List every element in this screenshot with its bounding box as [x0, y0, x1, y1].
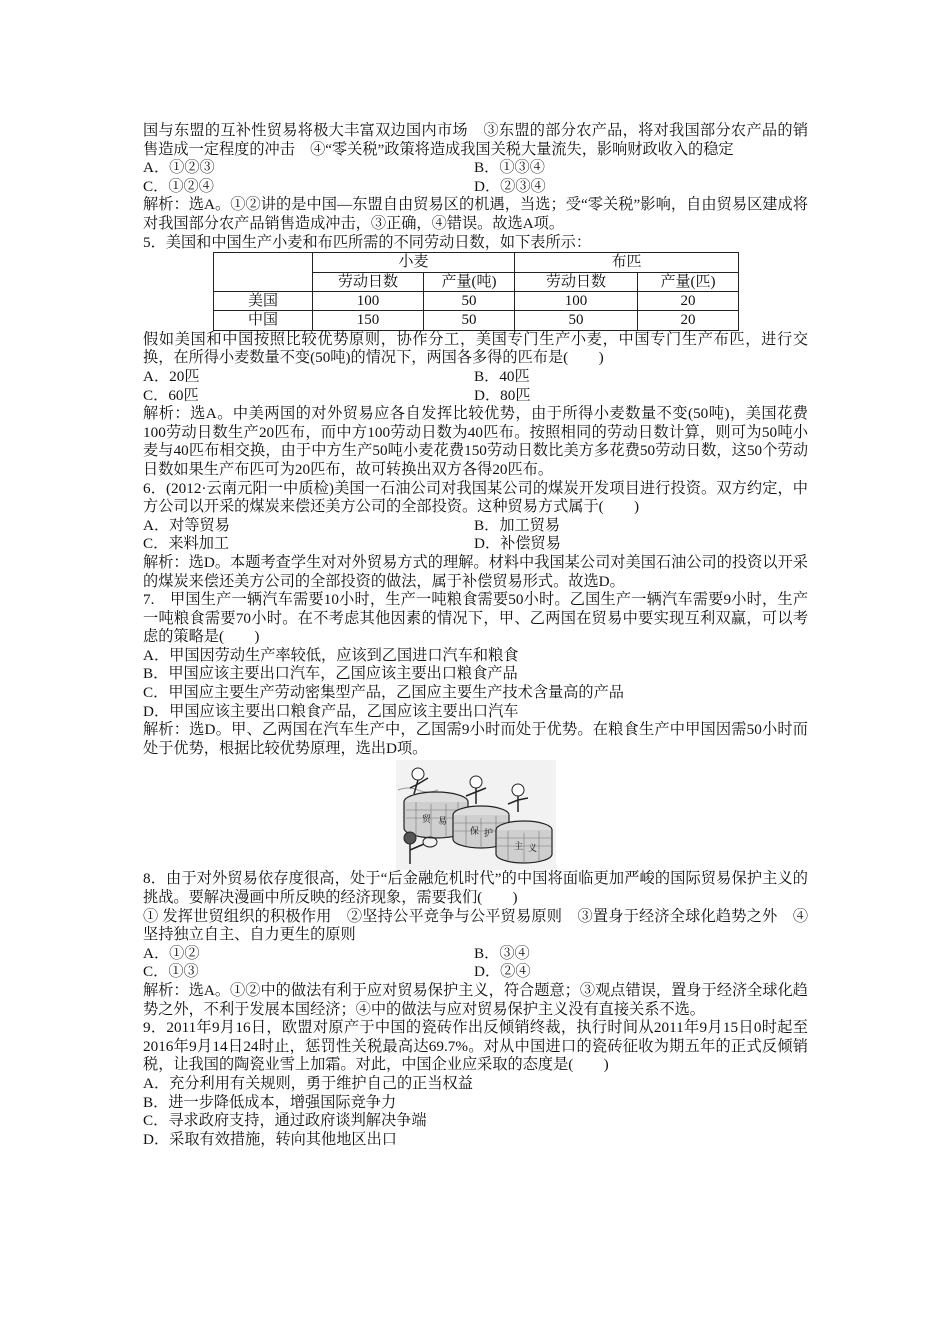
figure-head	[470, 776, 482, 788]
q9-option-d: D．采取有效措施，转向其他地区出口	[143, 1130, 397, 1148]
table-cell: 50	[424, 291, 515, 310]
q8-option-c: C．①③	[143, 963, 199, 981]
table-cell: 20	[638, 311, 739, 330]
q5-stem: 5．美国和中国生产小麦和布匹所需的不同劳动日数，如下表所示：	[143, 233, 592, 251]
q9-option-a: A．充分利用有关规则，勇于维护自己的正当权益	[143, 1074, 473, 1092]
table-subheader-wheat-output: 产量(吨)	[424, 272, 515, 291]
table-subheader-cloth-output: 产量(匹)	[638, 272, 739, 291]
q5-option-b: B．40匹	[474, 367, 530, 385]
cartoon-label-char: 贸	[421, 815, 431, 826]
table-header-cloth: 布匹	[515, 253, 739, 272]
q4-options-row-2	[143, 178, 808, 197]
table-cell-country: 美国	[214, 291, 313, 310]
table-subheader-cloth-days: 劳动日数	[515, 272, 638, 291]
table-cell: 100	[515, 291, 638, 310]
cartoon-label-char: 义	[527, 844, 537, 855]
q5-question: 假如美国和中国按照比较优势原则，协作分工，美国专门生产小麦，中国专门生产布匹，进行交换，在所得小麦数量不变(50吨)的情况下，两国各多得的匹布是( )	[143, 330, 808, 367]
q8-option-d: D．②④	[474, 963, 531, 981]
q7-option-a: A．甲国因劳动生产率较低，应该到乙国进口汽车和粮食	[143, 646, 519, 664]
q4-option-b: B．①③④	[474, 159, 545, 177]
q4-option-a: A．①②③	[143, 159, 215, 177]
table-cell: 50	[424, 311, 515, 330]
q5-option-c: C．60匹	[143, 386, 199, 404]
table-subheader-wheat-days: 劳动日数	[313, 272, 424, 291]
table-header-wheat: 小麦	[313, 253, 515, 272]
q5-labor-table	[213, 252, 739, 331]
q8-options-row-2	[143, 963, 808, 982]
q4-option-d: D．②③④	[474, 177, 546, 195]
table-cell: 20	[638, 291, 739, 310]
q8-option-b: B．③④	[474, 944, 530, 962]
table-corner-cell	[214, 253, 313, 292]
q6-options-row-2	[143, 535, 808, 554]
q6-option-b: B．加工贸易	[474, 516, 561, 534]
cartoon-label-char: 护	[483, 829, 493, 840]
q9-option-b: B．进一步降低成本，增强国际竞争力	[143, 1093, 397, 1111]
q9-option-c: C．寻求政府支持，通过政府谈判解决争端	[143, 1112, 427, 1130]
q6-stem: 6．(2012·云南元阳一中质检)美国一石油公司对我国某公司的煤炭开发项目进行投资。双方约定，中方公司以开采的煤炭来偿还美方公司的全部投资。这种贸易方式属于( )	[143, 479, 808, 516]
figure-head	[512, 784, 524, 796]
fisher-head	[404, 832, 416, 844]
q5-options-row-1	[143, 368, 808, 387]
q6-option-a: A．对等贸易	[143, 516, 230, 534]
q6-options-row-1	[143, 517, 808, 536]
q7-analysis: 解析：选D。甲、乙两国在汽车生产中，乙国需9小时而处于优势。在粮食生产中甲国因需50小时而处于优势，根据比较优势原理，选出D项。	[143, 721, 808, 757]
cartoon-figure	[143, 760, 808, 870]
document-page	[143, 122, 808, 1149]
q9-stem: 9．2011年9月16日，欧盟对原产于中国的瓷砖作出反倾销终裁，执行时间从2011年9月15日0时起至2016年9月14日24时止，惩罚性关税最高达69.7%。对从中国进口的瓷砖征收为期五年的正式反倾销税，让我国的陶瓷业雪上加霜。对此，中国企业应采取的态度是( )	[143, 1019, 808, 1074]
q7-option-b: B．甲国应该主要出口汽车，乙国应该主要出口粮食产品	[143, 665, 518, 683]
cartoon-label-char: 主	[513, 842, 523, 853]
q8-items: ① 发挥世贸组织的积极作用 ②坚持公平竞争与公平贸易原则 ③置身于经济全球化趋势之外 ④坚持独立自主、自力更生的原则	[143, 907, 808, 944]
trade-protectionism-cartoon	[396, 760, 556, 870]
q4-option-c: C．①②④	[143, 177, 214, 195]
q7-option-d: D．甲国应该主要出口粮食产品，乙国应该主要出口汽车	[143, 702, 519, 720]
q8-stem: 8．由于对外贸易依存度很高，处于“后金融危机时代”的中国将面临更加严峻的国际贸易保护主义的挑战。要解决漫画中所反映的经济现象，需要我们( )	[143, 870, 808, 907]
q4-continuation-text: 国与东盟的互补性贸易将极大丰富双边国内市场 ③东盟的部分农产品，将对我国部分农产品的销售造成一定程度的冲击 ④“零关税”政策将造成我国关税大量流失，影响财政收入的稳定	[143, 122, 808, 158]
table-row	[214, 311, 739, 330]
table-cell-country: 中国	[214, 311, 313, 330]
q6-analysis: 解析：选D。本题考查学生对对外贸易方式的理解。材料中我国某公司对美国石油公司的投资以开采的煤炭来偿还美方公司的全部投资的做法，属于补偿贸易形式。故选D。	[143, 553, 808, 590]
table-cell: 150	[313, 311, 424, 330]
q6-option-d: D．补偿贸易	[474, 535, 561, 553]
table-cell: 50	[515, 311, 638, 330]
q8-options-row-1	[143, 945, 808, 964]
q4-analysis: 解析：选A。①②讲的是中国—东盟自由贸易区的机遇，当选；受“零关税”影响，自由贸易区建成将对我国部分农产品销售造成冲击，③正确，④错误。故选A项。	[143, 196, 808, 232]
q4-options-row-1	[143, 159, 808, 178]
q8-analysis: 解析：选A。①②中的做法有利于应对贸易保护主义，符合题意；③观点错误，置身于经济全球化趋势之外，不利于发展本国经济；④中的做法与应对贸易保护主义没有直接关系不选。	[143, 982, 808, 1018]
q6-option-c: C．来料加工	[143, 535, 230, 553]
cartoon-label-char: 易	[437, 817, 447, 828]
q7-stem: 7. 甲国生产一辆汽车需要10小时，生产一吨粮食需要50小时。乙国生产一辆汽车需要9小时，生产一吨粮食需要70小时。在不考虑其他因素的情况下，甲、乙两国在贸易中要实现互利双赢，可以考虑的策略是( )	[143, 591, 808, 646]
figure-head	[412, 768, 424, 780]
table-row	[214, 291, 739, 310]
table-cell: 100	[313, 291, 424, 310]
cartoon-label-char: 保	[469, 827, 479, 838]
q5-analysis: 解析：选A。中美两国的对外贸易应各自发挥比较优势，由于所得小麦数量不变(50吨)，美国花费100劳动日数生产20匹布，而中方100劳动日数为40匹布。按照相同的劳动日数计算，则可为50吨小麦与40匹布相交换，由于中方生产50吨小麦花费150劳动日数比美方多花费50劳动日数，这50个劳动日数如果生产布匹可为20匹布，故可转换出双方各得20匹布。	[143, 405, 808, 478]
q8-option-a: A．①②	[143, 944, 200, 962]
q5-option-d: D．80匹	[474, 386, 531, 404]
q7-option-c: C．甲国应主要生产劳动密集型产品，乙国应主要生产技术含量高的产品	[143, 684, 624, 702]
q5-option-a: A．20匹	[143, 367, 200, 385]
q5-options-row-2	[143, 387, 808, 406]
